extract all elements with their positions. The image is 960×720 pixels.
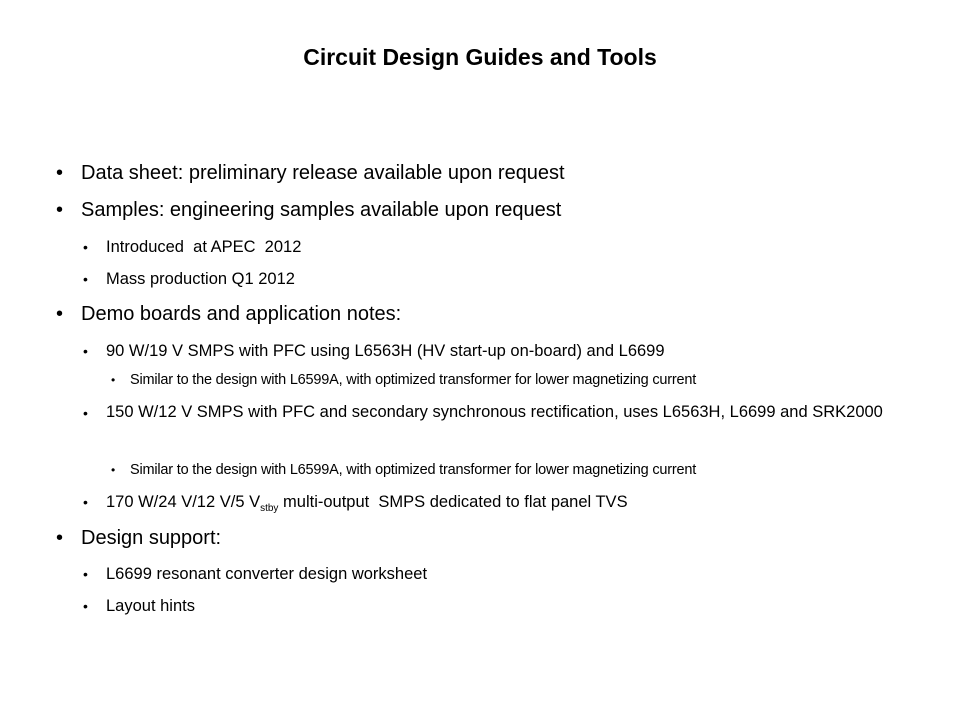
bullet-apec [83, 238, 302, 257]
bullet-text: Design support: [81, 527, 222, 549]
bullet-text-before: 170 W/24 V/12 V/5 V [106, 493, 261, 511]
bullet-icon: • [83, 494, 88, 510]
bullet-150w-note [111, 462, 697, 478]
bullet-icon: • [56, 199, 64, 221]
bullet-icon: • [111, 373, 116, 387]
bullet-data-sheet [56, 162, 565, 185]
bullet-icon: • [83, 405, 88, 421]
bullet-icon: • [83, 239, 88, 255]
bullet-text: Samples: engineering samples available upon request [81, 199, 562, 221]
bullet-layout-hints [83, 597, 195, 616]
bullet-samples [56, 199, 562, 222]
bullet-mass-production [83, 270, 295, 289]
bullet-90w-note [111, 372, 697, 388]
bullet-text-after: multi-output SMPS dedicated to flat panel TVS [278, 493, 628, 511]
bullet-icon: • [56, 162, 64, 184]
bullet-icon: • [83, 598, 88, 614]
bullet-text: 150 W/12 V SMPS with PFC and secondary synchronous rectification, uses L6563H, L6699 and SRK2000 [106, 403, 883, 421]
bullet-text: Data sheet: preliminary release available upon request [81, 162, 565, 184]
bullet-icon: • [83, 566, 88, 582]
bullet-text: Similar to the design with L6599A, with optimized transformer for lower magnetizing current [130, 372, 697, 388]
bullet-icon: • [56, 527, 64, 549]
bullet-icon: • [111, 463, 116, 477]
bullet-text [106, 493, 628, 514]
subscript-stby: stby [260, 503, 279, 514]
bullet-icon: • [83, 271, 88, 287]
bullet-text: Similar to the design with L6599A, with optimized transformer for lower magnetizing current [130, 462, 697, 478]
bullet-text: Layout hints [106, 597, 195, 615]
bullet-text: 90 W/19 V SMPS with PFC using L6563H (HV start-up on-board) and L6699 [106, 342, 665, 360]
bullet-design-worksheet [83, 565, 428, 584]
bullet-150w-smps [83, 400, 906, 424]
bullet-text: Introduced at APEC 2012 [106, 238, 302, 256]
bullet-text: Mass production Q1 2012 [106, 270, 295, 288]
bullet-text: L6699 resonant converter design worksheet [106, 565, 428, 583]
bullet-90w-smps [83, 342, 665, 361]
slide-title: Circuit Design Guides and Tools [303, 44, 657, 70]
bullet-text: Demo boards and application notes: [81, 303, 402, 325]
bullet-design-support [56, 527, 222, 550]
bullet-170w-smps [83, 493, 628, 514]
bullet-demo-boards [56, 303, 402, 326]
bullet-icon: • [83, 343, 88, 359]
bullet-icon: • [56, 303, 64, 325]
